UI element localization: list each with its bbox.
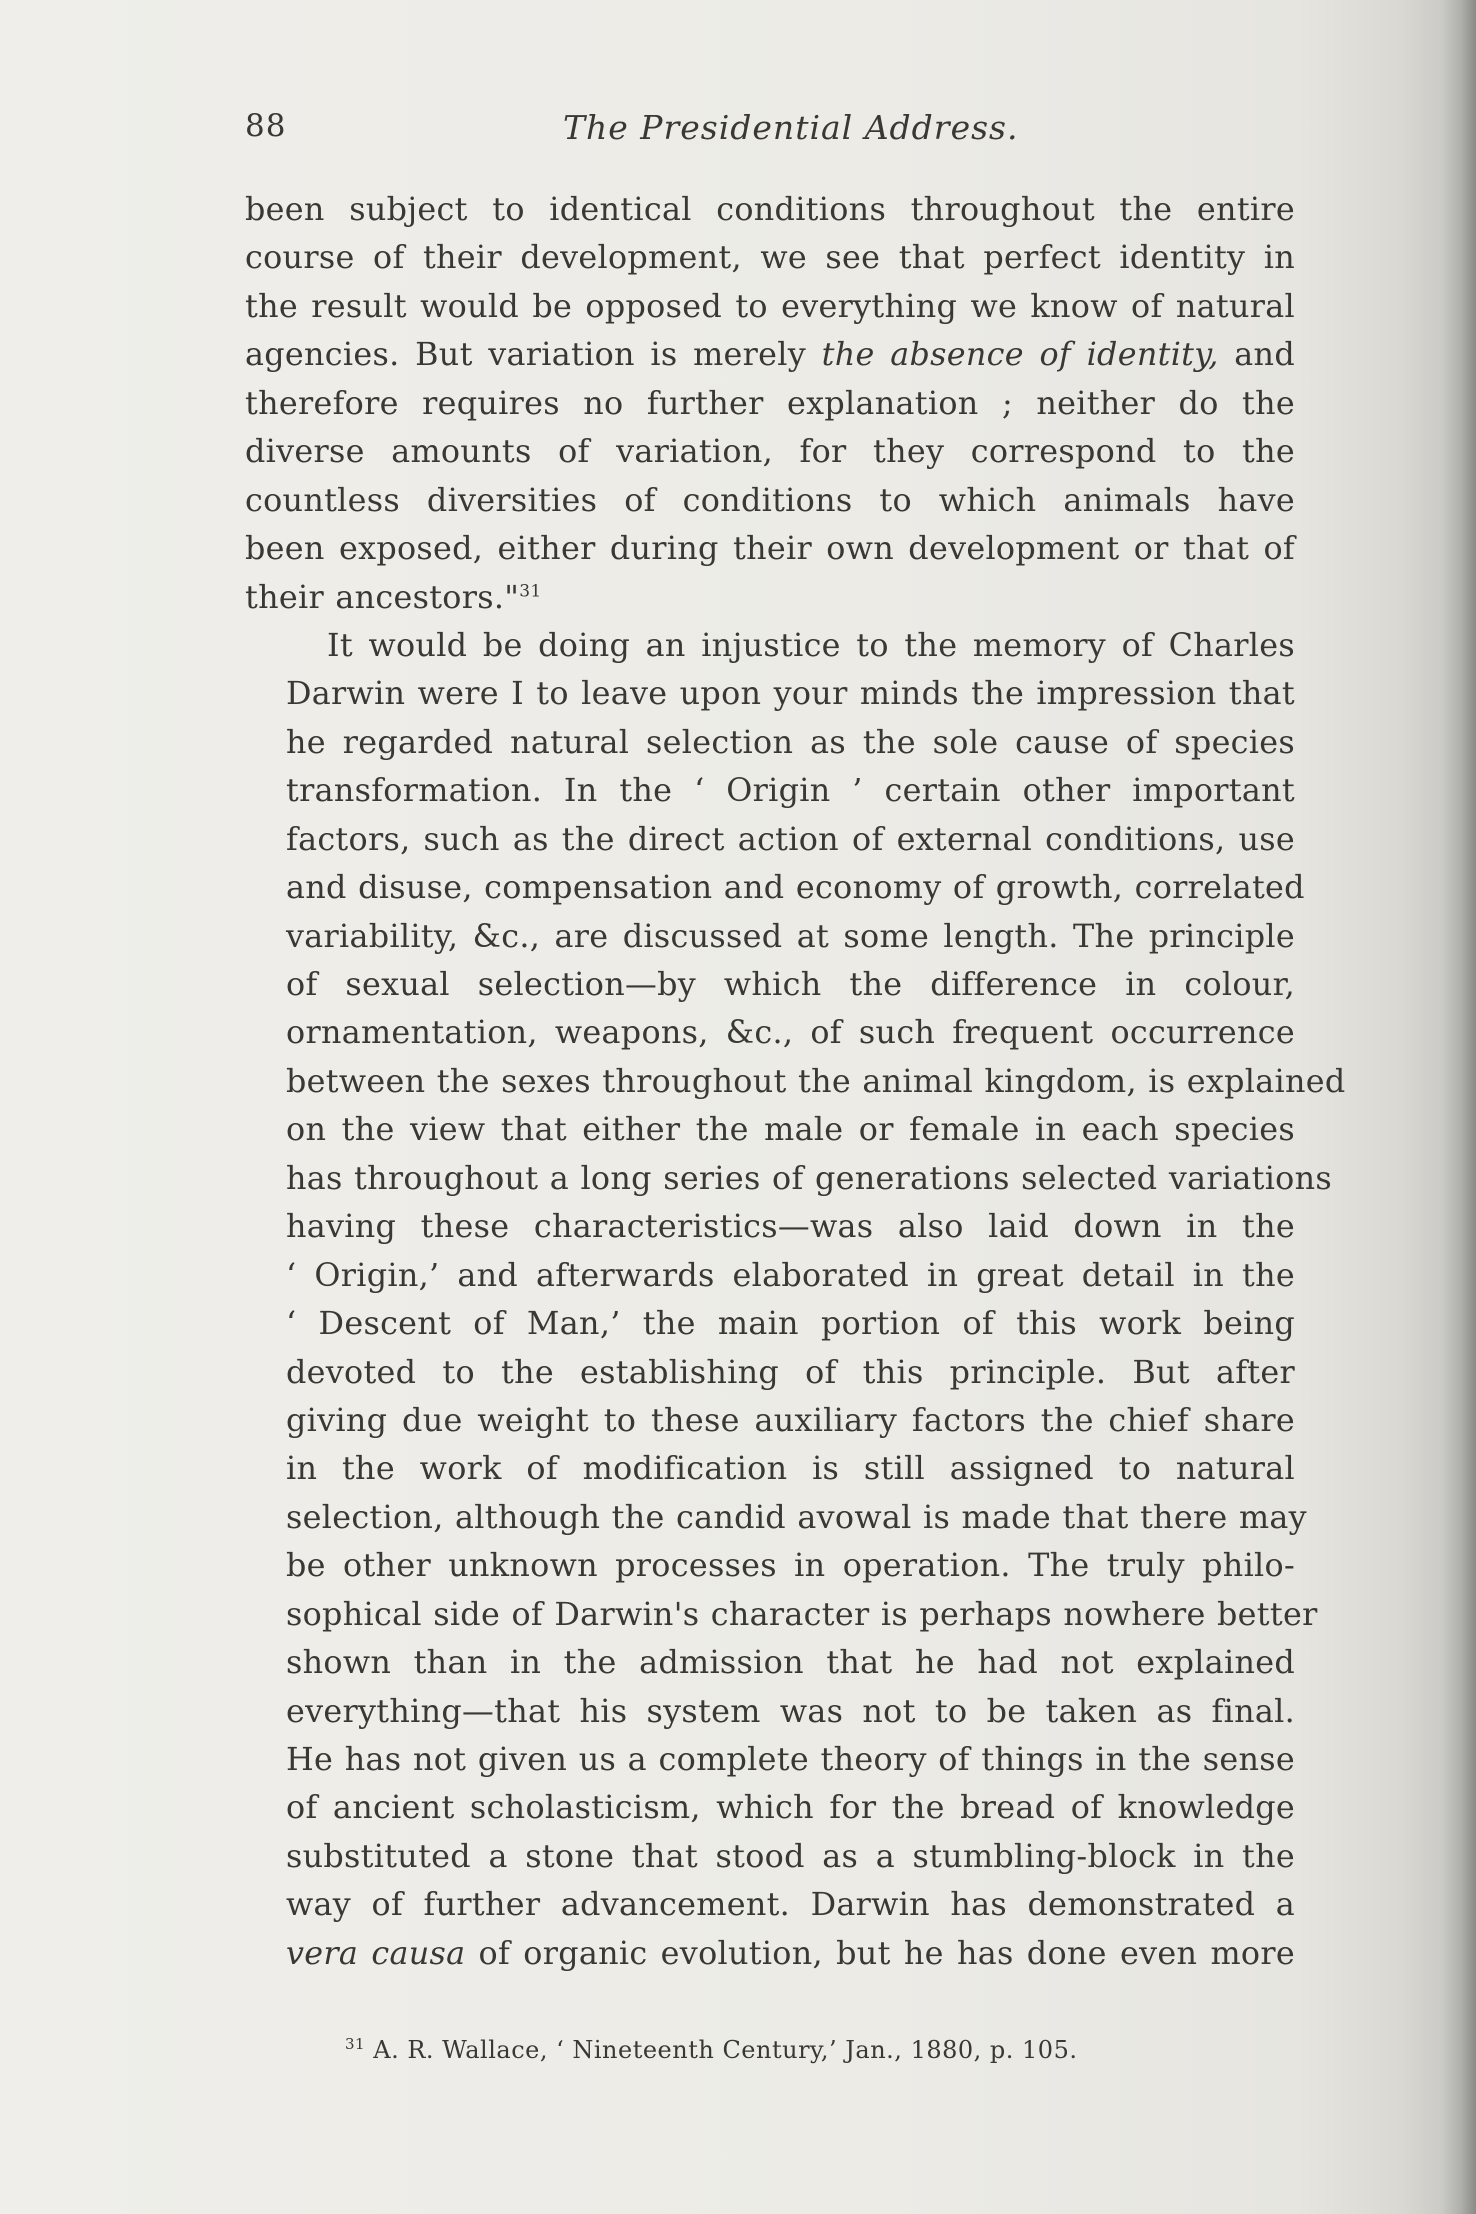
text-line: course of their development, we see that perfect identity in [245,239,1295,277]
text-segment: agencies. But variation is merely [245,336,822,374]
page-header [245,108,1295,152]
text-line: and disuse, compensation and economy of growth, correlated [286,869,1305,907]
text-line: diverse amounts of variation, for they correspond to the [245,433,1295,471]
text-line: in the work of modification is still assigned to natural [286,1450,1295,1488]
text-line: be other unknown processes in operation. The truly philo- [286,1547,1295,1585]
text-line: substituted a stone that stood as a stumbling-block in the [286,1837,1295,1875]
text-line: It would be doing an injustice to the memory of Charles [327,626,1295,664]
text-line [245,1930,1295,1978]
text-line: of ancient scholasticism, which for the bread of knowledge [286,1789,1295,1827]
footnote [345,2036,1245,2064]
italic-phrase: the absence of identity, [821,336,1219,374]
text-line [245,574,1295,622]
text-line: shown than in the admission that he had not explained [286,1644,1295,1682]
text-line: ‘ Origin,’ and afterwards elaborated in great detail in the [286,1256,1295,1294]
text-line: has throughout a long series of generations selected variations [286,1159,1332,1197]
page-number: 88 [245,108,287,144]
text-line: He has not given us a complete theory of things in the sense [286,1741,1295,1778]
text-segment: their ancestors." [245,578,520,616]
text-line: way of further advancement. Darwin has demonstrated a [286,1886,1295,1924]
text-line: countless diversities of conditions to which animals have [245,481,1295,519]
text-line: between the sexes throughout the animal kingdom, is explained [286,1062,1346,1100]
text-line: variability, &c., are discussed at some length. The principle [286,917,1295,955]
text-line: on the view that either the male or female in each species [286,1111,1295,1149]
text-line: devoted to the establishing of this principle. But after [286,1353,1295,1391]
text-line: everything—that his system was not to be taken as final. [286,1692,1295,1730]
paragraph-2 [245,622,1346,1978]
text-line: Darwin were I to leave upon your minds the impression that [286,675,1295,713]
paragraph-1 [245,186,1295,622]
running-head: The Presidential Address. [563,108,1019,147]
text-line: therefore requires no further explanation ; neither do the [245,384,1295,422]
text-segment: of organic evolution, but he has done even more [465,1934,1295,1972]
text-line: giving due weight to these auxiliary factors the chief share [286,1401,1295,1439]
text-line: been exposed, either during their own development or that of [245,530,1295,568]
text-line: the result would be opposed to everything we know of natural [245,287,1295,325]
italic-phrase: vera causa [286,1934,466,1972]
text-line [245,331,1295,379]
text-segment: and [1218,336,1295,374]
footnote-text: A. R. Wallace, ‘ Nineteenth Century,’ Jan., 1880, p. 105. [373,2036,1078,2064]
text-line: having these characteristics—was also laid down in the [286,1208,1295,1246]
text-line: he regarded natural selection as the sole cause of species [286,723,1295,761]
body-text [245,186,1346,1978]
footnote-reference: 31 [519,580,542,601]
text-line: selection, although the candid avowal is made that there may [286,1498,1307,1536]
page-edge-shadow [1442,0,1476,2214]
text-line: ornamentation, weapons, &c., of such frequent occurrence [286,1014,1295,1052]
text-line: ‘ Descent of Man,’ the main portion of this work being [286,1305,1295,1343]
text-line: been subject to identical conditions throughout the entire [245,191,1295,228]
text-line: transformation. In the ‘ Origin ’ certain other important [286,772,1295,810]
text-line: factors, such as the direct action of external conditions, use [286,820,1295,858]
text-line: of sexual selection—by which the difference in colour, [286,966,1295,1003]
footnote-number: 31 [345,2035,366,2053]
text-line: sophical side of Darwin's character is perhaps nowhere better [286,1595,1318,1633]
